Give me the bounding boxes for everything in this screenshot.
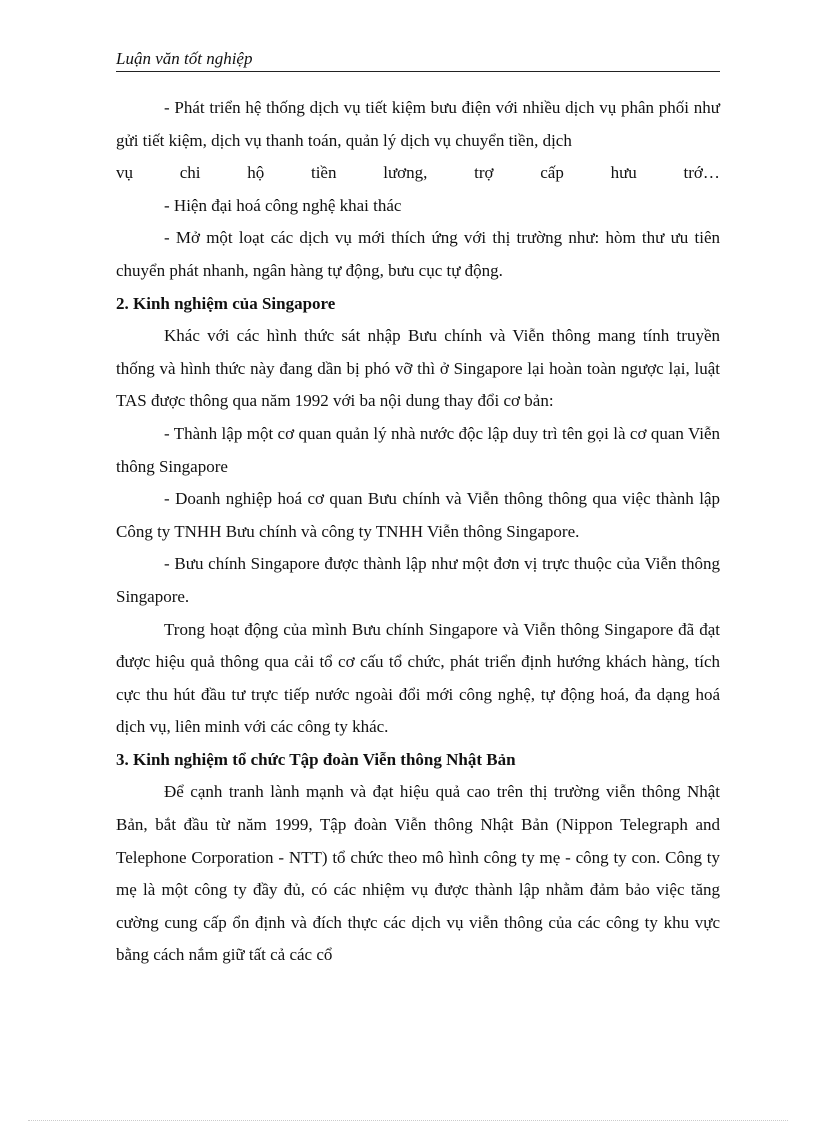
word: tiền (310, 163, 337, 183)
header-title: Luận văn tốt nghiệp (116, 49, 253, 68)
paragraph-bullet-postal: - Bưu chính Singapore được thành lập như một đơn vị trực thuộc của Viễn thông Singapore. (116, 554, 720, 606)
page-bottom-divider (28, 1120, 788, 1121)
word: vụ (116, 163, 133, 183)
paragraph-bullet-agency: - Thành lập một cơ quan quản lý nhà nước độc lập duy trì tên gọi là cơ quan Viễn thông Singapore (116, 423, 720, 476)
paragraph-singapore-results: Trong hoạt động của mình Bưu chính Singapore và Viễn thông Singapore đã đạt được hiệu quả thông qua cải tổ cơ cấu tổ chức, phát triển định hướng khách hàng, tích cực thu hút đầu tư trực tiếp nước ngoài đổi mới công nghệ, tự động hoá, đa dạng hoá dịch vụ, liên minh với các công ty khác. (116, 619, 720, 737)
word: trợ (474, 163, 494, 183)
paragraph-japan-ntt: Để cạnh tranh lành mạnh và đạt hiệu quả cao trên thị trường viễn thông Nhật Bản, bắt đầu từ năm 1999, Tập đoàn Viễn thông Nhật Bản (Nippon Telegraph and Telephone Corporation - NTT) tổ chức theo mô hình công ty mẹ - công ty con. Công ty mẹ là một công ty đầy đủ, có các nhiệm vụ được thành lập nhằm đảm bảo việc tăng cường cung cấp ổn định và đích thực các dịch vụ viễn thông của các công ty khu vực bằng cách nắm giữ tất cả các cổ (116, 782, 720, 965)
word: hưu (610, 163, 637, 183)
word: chi (179, 163, 201, 183)
word: lương, (383, 163, 428, 183)
paragraph-singapore-intro: Khác với các hình thức sát nhập Bưu chính và Viễn thông mang tính truyền thống và hình thức này đang dần bị phó vỡ thì ở Singapore lại hoàn toàn ngược lại, luật TAS được thông qua năm 1992 với ba nội dung thay đổi cơ bản: (116, 326, 720, 411)
page-header (116, 48, 720, 72)
word: hộ (247, 163, 265, 183)
section-heading-singapore: 2. Kinh nghiệm của Singapore (116, 293, 336, 313)
document-body (116, 92, 720, 972)
paragraph-bullet-savings: - Phát triển hệ thống dịch vụ tiết kiệm bưu điện với nhiều dịch vụ phân phối như gửi tiết kiệm, dịch vụ thanh toán, quản lý dịch vụ chuyển tiền, dịch (116, 98, 720, 150)
paragraph-bullet-new-services: - Mở một loạt các dịch vụ mới thích ứng với thị trường như: hòm thư ưu tiên chuyển phát nhanh, ngân hàng tự động, bưu cục tự động. (116, 228, 720, 280)
paragraph-bullet-corporatize: - Doanh nghiệp hoá cơ quan Bưu chính và Viễn thông thông qua việc thành lập Công ty TNHH Bưu chính và công ty TNHH Viễn thông Singapore. (116, 489, 720, 541)
paragraph-bullet-modernize: - Hiện đại hoá công nghệ khai thác (164, 195, 402, 215)
word: trớ… (683, 163, 720, 183)
paragraph-bullet-savings-last-line (116, 157, 720, 190)
section-heading-japan: 3. Kinh nghiệm tổ chức Tập đoàn Viễn thông Nhật Bản (116, 749, 516, 769)
word: cấp (540, 163, 564, 183)
